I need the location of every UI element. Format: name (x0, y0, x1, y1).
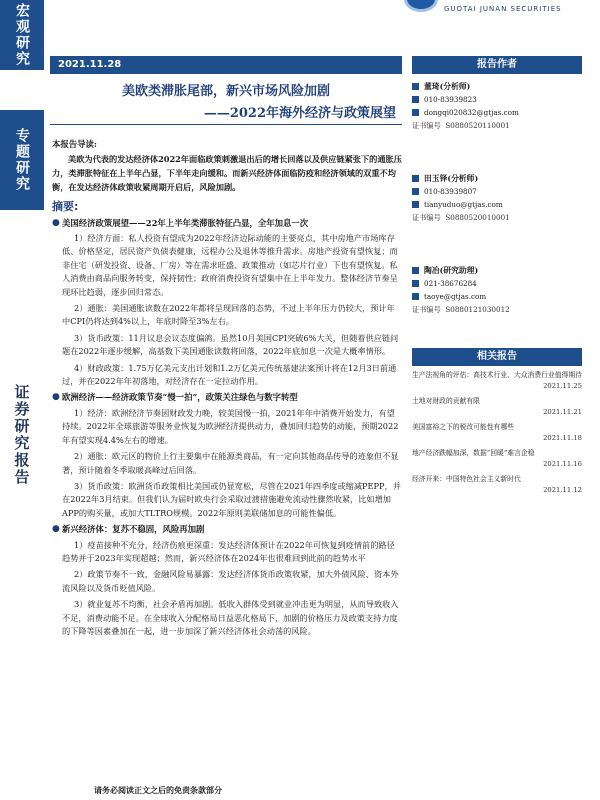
paragraph: 1）经济：欧洲经济节奏因财政发力晚，较美国慢一拍，2021年年中消费开始发力，有望持续。2022年全球旅游等服务业恢复为欧洲经济提供动力，叠加回归趋势的动能，预期2022年有望实现4.4%左右的增速。 (62, 407, 399, 445)
author-email[interactable]: dongqi020832@gtjas.com (424, 108, 519, 117)
related-item[interactable]: 经济开来：中国特色社会主义新时代 2021.11.12 (412, 475, 582, 494)
left-sidebar (0, 0, 44, 800)
paragraph: 3）货币政策：11月议息会议态度偏鸽。虽然10月美国CPI突破6%大关，但随着供应链问题在2022年逐步缓解，高基数下美国通胀读数将回落，2022年底加息一次是大概率情形。 (62, 332, 399, 357)
bullet-icon: ● (52, 392, 60, 403)
related-item[interactable]: 土地对财政的贡献有限 2021.11.21 (412, 397, 582, 416)
report-subtitle: ——2022年海外经济与政策展望 (203, 106, 396, 121)
related-item[interactable]: 地产经济跌幅加深，数据“回暖”难言企稳 2021.11.16 (412, 449, 582, 468)
phone-icon (412, 188, 419, 195)
title-divider (50, 124, 402, 125)
related-item[interactable]: 美国富裕之下的税改可能性有哪些 2021.11.18 (412, 423, 582, 442)
page-footer (0, 782, 600, 800)
sidebar-category-topic: 专题研究 (0, 110, 44, 210)
guide-heading: 本报告导读: (52, 139, 97, 149)
brand-logo (398, 0, 600, 18)
person-icon (412, 267, 419, 274)
person-icon (412, 83, 419, 90)
paragraph: 3）就业复苏不均衡，社会矛盾再加剧。低收入群体受到就业冲击更为明显，从而导致收入不足，消费动能不足。在全球收入分配格局日益恶化格局下，加剧的价格压力及政策支持力度的下降等因素叠加在一起，进一步加深了新兴经济体社会动荡的风险。 (62, 599, 399, 636)
email-icon (412, 109, 419, 116)
author-card: 陶冶(研究助理) 021-38676284 taoye@gtjas.com 证书编号 S0880121030012 (412, 264, 582, 342)
related-heading: 相关报告 (412, 348, 582, 366)
authors-heading: 报告作者 (412, 56, 582, 74)
logo-globe-icon (404, 0, 438, 12)
related-item[interactable]: 生产法视角的评估：高技术行业、大众消费行业值得期待 2021.11.25 (412, 371, 582, 390)
main-content (52, 138, 402, 641)
author-card: 田玉铎(分析师) 010-83939807 tianyuduo@gtjas.com 证书编号 S0880520010001 (412, 172, 582, 250)
email-icon (412, 293, 419, 300)
email-icon (412, 201, 419, 208)
author-email[interactable]: taoye@gtjas.com (424, 292, 487, 301)
author-email[interactable]: tianyuduo@gtjas.com (424, 200, 503, 209)
paragraph: 2）通胀：欧元区的物价上行主要集中在能源类商品，有一定向其他商品传导的迹象但不显著，预计随着冬季取暖高峰过后回落。 (62, 451, 399, 475)
phone-icon (412, 280, 419, 287)
guide-text: 美欧为代表的发达经济体2022年面临政策刺激退出后的增长回落以及供应链紧张下的通胀压力，类滞胀特征在上半年凸显，下半年走向缓和。而新兴经济体面临防疫和经济领域的双重不均衡，在发达经济体政策收紧周期开启后，风险加剧。 (52, 154, 402, 192)
sidebar-category-report: 证券研究报告 (0, 380, 44, 490)
paragraph: 1）疫苗接种不充分，经济伤痕更深重：发达经济体预计在2022年可恢复到疫情前的路径趋势并于2023年实现超越；然而，新兴经济体在2024年也很难回到此前的趋势水平 (62, 539, 395, 563)
paragraph: 3）货币政策：欧洲货币政策相比美国或仍显宽松，尽管在2021年四季度或缩减PEPP，并在2022年3月结束。但我们认为届时欧央行会采取过渡措施避免流动性骤然收紧，比如增加APP的购买量，或加大TLTRO规模。2022年原则美联储加息的可能性偏低。 (62, 480, 401, 518)
person-icon (412, 175, 419, 182)
right-panel (412, 56, 582, 496)
report-title: 美欧类滞胀尾部，新兴市场风险加剧 (121, 84, 330, 99)
section-heading: ● 欧洲经济——经济政策节奏“慢一拍”，政策关注绿色与数字转型 (52, 391, 402, 404)
author-card: 董琦(分析师) 010-83939823 dongqi020832@gtjas.com 证书编号 S0880520110001 (412, 80, 582, 158)
paragraph: 4）财政政策：1.75万亿美元支出计划和1.2万亿美元传统基建法案预计将在12月3日前通过，并在2022年年初落地，对经济存在一定拉动作用。 (62, 362, 397, 387)
section-heading: ● 新兴经济体：复苏不稳固，风险再加剧 (52, 523, 402, 536)
report-date: 2021.11.28 (50, 56, 402, 74)
disclaimer-note: 请务必阅读正文之后的免责条款部分 (94, 785, 222, 795)
sidebar-category-macro: 宏观研究 (0, 0, 44, 70)
abstract-heading: 摘要: (52, 200, 79, 214)
logo-english: GUOTAI JUNAN SECURITIES (444, 5, 562, 13)
paragraph: 1）经济方面：私人投资有望成为2022年经济边际动能的主要亮点，其中房地产市场库存低、价格坚定，居民资产负债表健康，远程办公及退休等推升需求。房地产投资有望恢复；而非住宅（研发投资、设备、厂房）等在需求旺盛、政策推动（如芯片行业）下也有望恢复。私人消费由商品向服务转变，保持韧性；政府消费投资有望集中在上半年发力。整体经济节奏呈现环比趋弱，逐步回归常态。 (62, 233, 398, 297)
bullet-icon: ● (52, 217, 60, 228)
bullet-icon: ● (52, 524, 60, 535)
paragraph: 2）通胀：美国通胀读数在2022年都将呈现回落的态势，不过上半年压力仍较大，预计年中CPI仍将达到4%以上，年底时降至3%左右。 (62, 303, 395, 327)
section-heading: ● 美国经济政策展望——22年上半年类滞胀特征凸显，全年加息一次 (52, 217, 402, 230)
phone-icon (412, 96, 419, 103)
paragraph: 2）政策节奏不一致，金融风险易暴露：发达经济体货币政策收紧，加大外债风险、资本外流风险以及货币贬值风险。 (62, 569, 399, 593)
related-list (412, 366, 582, 496)
